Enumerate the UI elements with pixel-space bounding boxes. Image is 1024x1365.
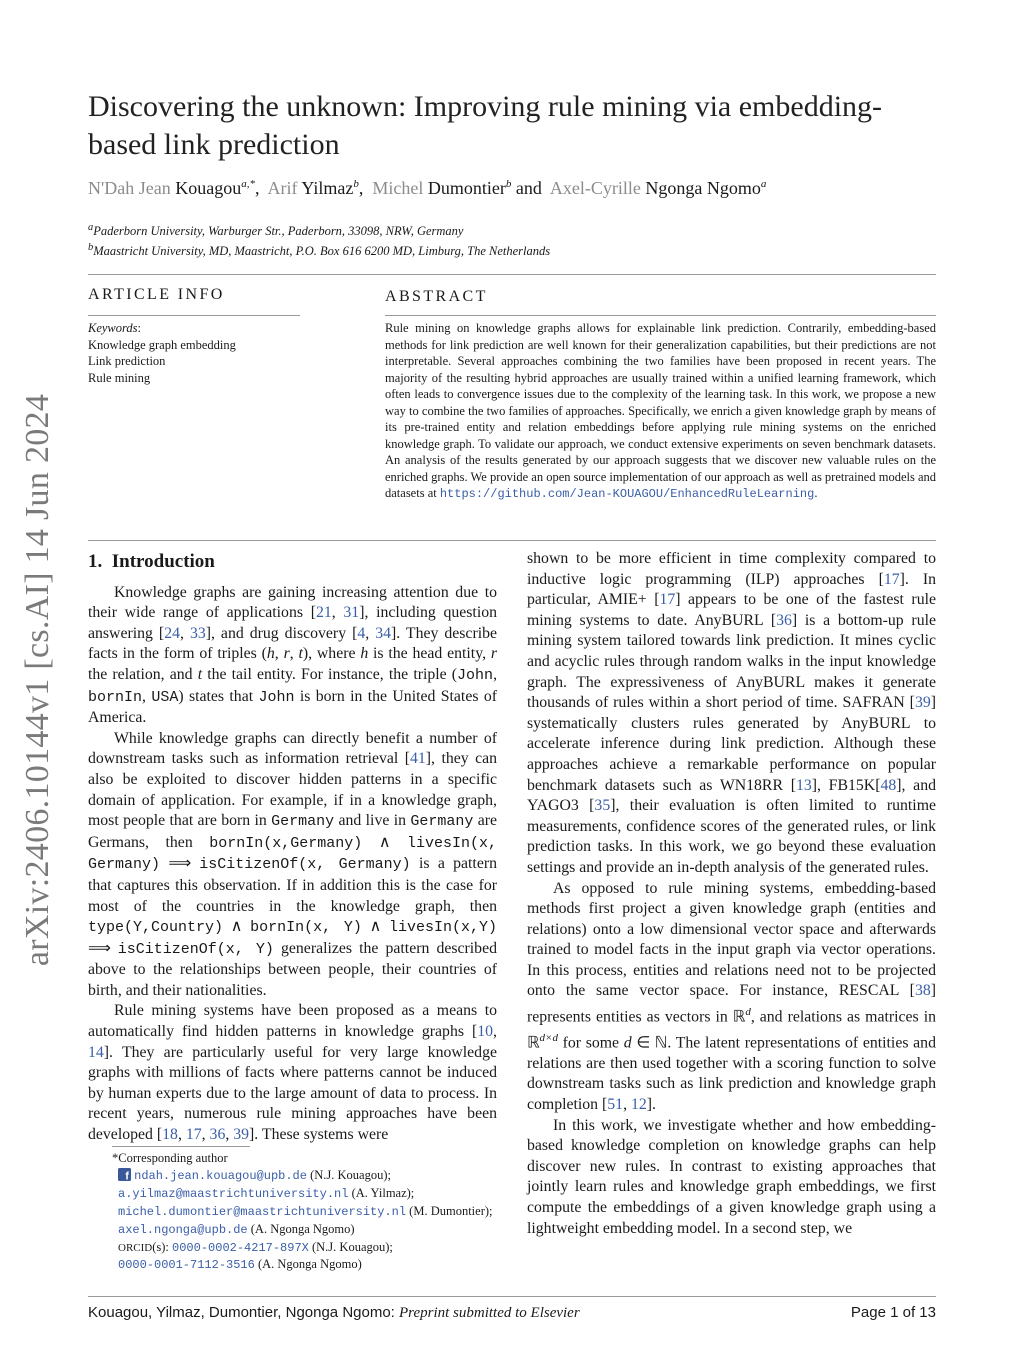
article-info-heading: ARTICLE INFO	[88, 286, 225, 303]
keyword: Knowledge graph embedding	[88, 337, 236, 352]
header-divider	[88, 274, 936, 275]
citation-link[interactable]: 14	[88, 1043, 104, 1061]
citation-link[interactable]: 18	[162, 1126, 178, 1144]
citation-link[interactable]: 13	[795, 776, 812, 794]
paragraph: As opposed to rule mining systems, embedding-based methods first project a given knowledge graph (entities and relations) onto a low dimensional vector space and afterwards trained to model facts in the input graph via vector operations. In this process, entities and relations need not to be projected onto the same vector space. For instance, RESCAL [38] represents entities as vectors in ℝ$^d$, and relations as matrices in ℝ$^{d\times d}$ for some d ∈ ℕ. The latent representations of entities and relations are then used together with a scoring function to solve downstream tasks such as link prediction and knowledge graph completion [51, 12].	[527, 879, 936, 1113]
citation-link[interactable]: 12	[630, 1095, 647, 1113]
repo-link[interactable]: https://github.com/Jean-KOUAGOU/EnhancedRuleLearning	[439, 487, 815, 501]
email-link[interactable]: a.yilmaz@maastrichtuniversity.nl	[118, 1187, 349, 1202]
citation-link[interactable]: 24	[164, 624, 180, 642]
email-icon	[118, 1168, 131, 1186]
article-info-divider	[88, 315, 300, 316]
citation-link[interactable]: 35	[594, 797, 611, 815]
author[interactable]: N'Dah Jean Kouagou$^{a,*}$	[88, 178, 255, 198]
citation-link[interactable]: 38	[914, 982, 931, 1000]
footer-divider	[88, 1296, 936, 1297]
keyword: Link prediction	[88, 354, 166, 368]
author[interactable]: Michel Dumontier$^b$	[372, 178, 512, 198]
citation-link[interactable]: 41	[410, 750, 426, 768]
citation-link[interactable]: 48	[880, 776, 897, 794]
affiliation-b: $^b$Maastricht University, MD, Maastricht, P.O. Box 616 6200 MD, Limburg, The Netherlands	[88, 242, 551, 259]
footnote-divider	[112, 1146, 250, 1147]
keywords: Keywords: Knowledge graph embedding Link prediction Rule mining	[88, 321, 236, 385]
page-footer: Kouagou, Yilmaz, Dumontier, Ngonga Ngomo: Preprint submitted to Elsevier Page 1 of 13	[88, 1304, 936, 1321]
paragraph: shown to be more efficient in time complexity compared to inductive logic programming (ILP) approaches [17]. In particular, AMIE+ [17] appears to be one of the fastest rule mining systems to date. AnyBURL [36] is a bottom-up rule mining system tailored towards link prediction. It mines cyclic and acyclic rules through random walks in the input knowledge graph. The expressiveness of AnyBURL makes it generate thousands of rules within a short period of time. SAFRAN [39] systematically clusters rules generated by AnyBURL to accelerate inference during link prediction. Although these approaches achieve a remarkable performance on popular benchmark datasets such as WN18RR [13], FB15K[48], and YAGO3 [35], their evaluation is often limited to runtime measurements, confidence scores of the generated rules, or link prediction tasks. In this work, we go beyond these evaluation settings and provide an in-depth analysis of the generated rules.	[527, 550, 936, 876]
citation-link[interactable]: 10	[477, 1023, 494, 1041]
citation-link[interactable]: 4	[357, 624, 366, 642]
author[interactable]: Arif Yilmaz$^b$	[267, 178, 359, 198]
citation-link[interactable]: 33	[189, 624, 206, 642]
citation-link[interactable]: 36	[209, 1126, 226, 1144]
arxiv-id: arXiv:2406.10144v1 [cs.AI] 14 Jun 2024	[19, 393, 56, 967]
paragraph: Knowledge graphs are gaining increasing attention due to their wide range of applications [21, 31], including question answering [24, 33], and drug discovery [4, 34]. They describe facts in the form of triples (h, r, t), where h is the head entity, r the relation, and t the tail entity. For instance, the triple (John, bornIn, USA) states that John is born in the United States of America.	[88, 583, 498, 727]
email-link[interactable]: michel.dumontier@maastrichtuniversity.nl	[118, 1205, 407, 1220]
right-column	[527, 549, 936, 1239]
citation-link[interactable]: 17	[185, 1126, 202, 1144]
svg-text:f: f	[125, 1170, 129, 1181]
citation-link[interactable]: 36	[776, 611, 792, 629]
citation-link[interactable]: 39	[233, 1126, 250, 1144]
paragraph: In this work, we investigate whether and how embedding-based knowledge completion on knowledge graphs can help discover new rules. In contrast to existing approaches that jointly learn rules and knowledge graph embeddings, we first compute the embeddings of a given knowledge graph using a lightweight embedding model. In a second step, we	[527, 1116, 936, 1237]
citation-link[interactable]: 51	[607, 1095, 624, 1113]
page-number: Page 1 of 13	[850, 1304, 936, 1321]
email-link[interactable]: axel.ngonga@upb.de	[118, 1222, 248, 1237]
abstract-divider	[385, 315, 936, 316]
paper-title: Discovering the unknown: Improving rule mining via embedding-based link prediction	[88, 90, 883, 161]
paragraph: Rule mining systems have been proposed as a means to automatically find hidden patterns in knowledge graphs [10, 14]. They are particularly useful for very large knowledge graphs with millions of facts where patterns cannot be induced by human experts due to the large amount of data to process. In recent years, numerous rule mining approaches have been developed [18, 17, 36, 39]. These systems were	[88, 1002, 497, 1144]
keyword: Rule mining	[88, 370, 151, 385]
author[interactable]: Axel-Cyrille Ngonga Ngomo$^a$	[549, 178, 767, 198]
footnote: *Corresponding author f ndah.jean.kouagou@upb.de (N.J. Kouagou); a.yilmaz@maastrichtuniversity.nl (A. Yilmaz); michel.dumontier@maastrichtuniversity.nl (M. Dumontier); axel.ngonga@upb.de (A. Ngonga Ngomo) ORCID(s): 0000-0002-4217-897X (N.J. Kouagou); 0000-0001-7112-3516 (A. Ngonga Ngomo)	[88, 1150, 497, 1274]
citation-link[interactable]: 31	[343, 604, 360, 622]
left-column	[88, 552, 497, 1146]
author-list: N'Dah Jean Kouagou$^{a,*}$, Arif Yilmaz$^b$, Michel Dumontier$^b$ and Axel-Cyrille Ngonga Ngomo$^a$	[88, 178, 767, 198]
abstract-heading: ABSTRACT	[385, 288, 488, 305]
citation-link[interactable]: 34	[375, 624, 392, 642]
paragraph: While knowledge graphs can directly benefit a number of downstream tasks such as information retrieval [41], they can also be exploited to discover hidden patterns in a specific domain of application. For example, if in a knowledge graph, most people that are born in Germany and live in Germany are Germans, then bornIn(x,Germany) ∧ livesIn(x, Germany) ⟹ isCitizenOf(x, Germany) is a pattern that captures this observation. If in addition this is the case for most of the countries in the knowledge graph, then type(Y,Country) ∧ bornIn(x, Y) ∧ livesIn(x,Y) ⟹ isCitizenOf(x, Y) generalizes the pattern described above to the relationships between people, their countries of birth, and their nationalities.	[88, 729, 497, 999]
citation-link[interactable]: 39	[914, 694, 931, 712]
corresponding-author: *Corresponding author	[112, 1151, 228, 1165]
abstract-bottom-divider	[88, 540, 936, 541]
citation-link[interactable]: 17	[659, 591, 676, 609]
citation-link[interactable]: 21	[315, 604, 332, 622]
affiliation-a: $^a$Paderborn University, Warburger Str., Paderborn, 33098, NRW, Germany	[88, 222, 464, 239]
section-heading: 1. Introduction	[88, 551, 215, 572]
orcid-link[interactable]: 0000-0002-4217-897X	[172, 1240, 309, 1255]
citation-link[interactable]: 17	[883, 570, 900, 588]
email-link[interactable]: ndah.jean.kouagou@upb.de	[134, 1168, 307, 1183]
arxiv-sidebar	[8, 380, 68, 980]
orcid-link[interactable]: 0000-0001-7112-3516	[118, 1258, 255, 1273]
abstract-body: Rule mining on knowledge graphs allows for explainable link prediction. Contrarily, embedding-based methods for link prediction are well known for their generalization capabilities, but their predictions are not interpretable. Several approaches combining the two families have been proposed in recent years. The majority of the resulting hybrid approaches are usually trained within a unified learning framework, which often leads to convergence issues due to the complexity of the learning task. In this work, we propose a new way to combine the two families of approaches. Specifically, we enrich a given knowledge graph by means of its pre-trained entity and relation embeddings before applying rule mining systems on the enriched knowledge graph. To validate our approach, we conduct extensive experiments on seven benchmark datasets. An analysis of the results generated by our approach suggests that we discover new valuable rules on the enriched graphs. We provide an open source implementation of our approach as well as pretrained models and datasets at https://github.com/Jean-KOUAGOU/EnhancedRuleLearning.	[385, 321, 937, 501]
